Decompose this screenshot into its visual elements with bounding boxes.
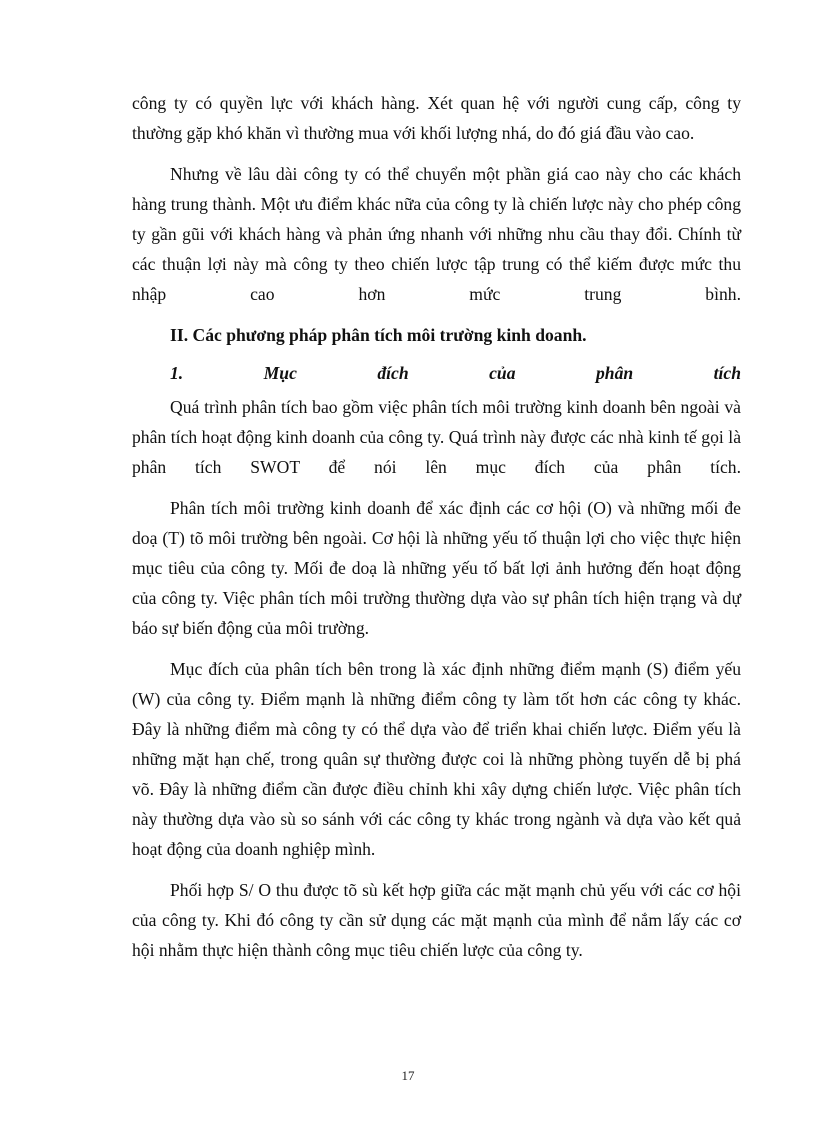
page-number: 17 [401, 1068, 415, 1083]
paragraph-continued: công ty có quyền lực với khách hàng. Xét quan hệ với người cung cấp, công ty thường gặp khó khăn vì thường mua với khối lượng nhá, do đó giá đầu vào cao. [132, 93, 741, 143]
page-content [132, 88, 741, 976]
section-heading: II. Các phương pháp phân tích môi trường kinh doanh. [170, 325, 587, 345]
paragraph-analysis-process: Quá trình phân tích bao gồm việc phân tích môi trường kinh doanh bên ngoài và phân tích hoạt động kinh doanh của công ty. Quá trình này được các nhà kinh tế gọi là phân tích SWOT để nói lên mục đích của phân tích. [132, 397, 741, 477]
paragraph-external-analysis: Phân tích môi trường kinh doanh để xác định các cơ hội (O) và những mối đe doạ (T) tõ môi trường bên ngoài. Cơ hội là những yếu tố thuận lợi cho việc thực hiện mục tiêu của công ty. Mối đe doạ là những yếu tố bất lợi ảnh hưởng đến hoạt động của công ty. Việc phân tích môi trường thường dựa vào sự phân tích hiện trạng và dự báo sự biến động của môi trường. [132, 498, 741, 638]
paragraph-internal-analysis: Mục đích của phân tích bên trong là xác định những điểm mạnh (S) điểm yếu (W) của công ty. Điểm mạnh là những điểm công ty làm tốt hơn các công ty khác. Đây là những điểm mà công ty có thể dựa vào để triển khai chiến lược. Điểm yếu là những mặt hạn chế, trong quân sự thường được coi là những phòng tuyến dễ bị phá võ. Đây là những điểm cần được điều chỉnh khi xây dựng chiến lược. Việc phân tích này thường dựa vào sù so sánh với các công ty khác trong ngành và dựa vào kết quả hoạt động của doanh nghiệp mình. [132, 659, 741, 859]
paragraph-so-combination: Phối hợp S/ O thu được tõ sù kết hợp giữa các mặt mạnh chủ yếu với các cơ hội của công ty. Khi đó công ty cần sử dụng các mặt mạnh của mình để nắm lấy các cơ hội nhằm thực hiện thành công mục tiêu chiến lược của công ty. [132, 880, 741, 960]
subsection-heading: 1. Mục đích của phân tích [170, 363, 741, 383]
paragraph-focus-strategy: Nhưng về lâu dài công ty có thể chuyển một phần giá cao này cho các khách hàng trung thành. Một ưu điểm khác nữa của công ty là chiến lược này cho phép công ty gần gũi với khách hàng và phản ứng nhanh với những nhu cầu thay đổi. Chính từ các thuận lợi này mà công ty theo chiến lược tập trung có thể kiếm được mức thu nhập cao hơn mức trung bình. [132, 164, 741, 304]
